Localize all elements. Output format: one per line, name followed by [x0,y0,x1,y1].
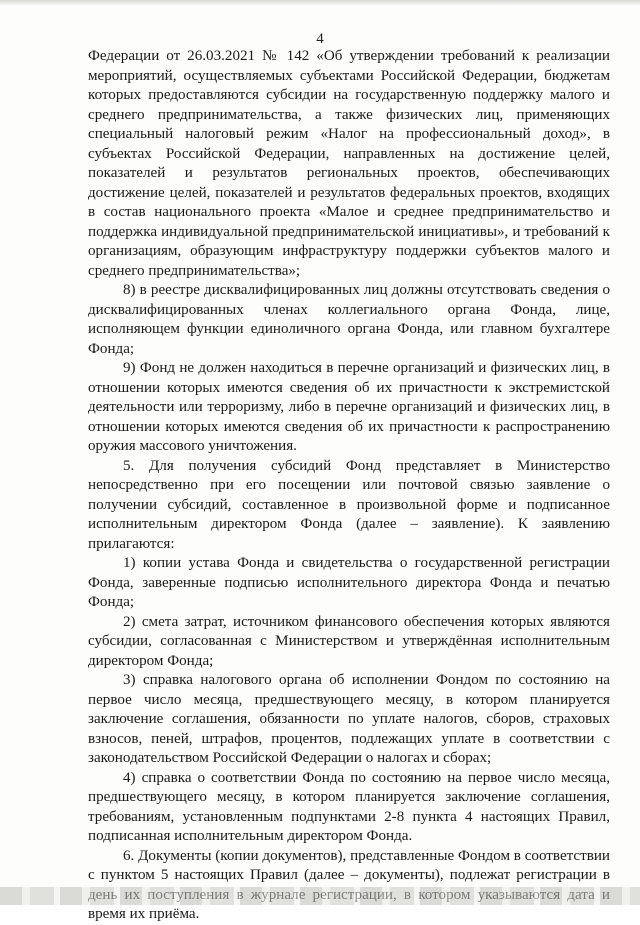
scan-top-edge [0,0,640,6]
paragraph-attachment-1: 1) копии устава Фонда и свидетельства о государственной регистрации Фонда, заверенные подписью исполнительного директора Фонда и печатью Фонда; [88,555,610,610]
page-number: 4 [316,31,324,47]
paragraph-attachment-2: 2) смета затрат, источником финансового обеспечения которых являются субсидии, согласованная с Министерством и утверждённая исполнительным директором Фонда; [88,613,610,669]
paragraph-section-6: 6. Документы (копии документов), представленные Фондом в соответствии с пунктом 5 настоящих Правил (далее – документы), подлежат регистрации в время их приёма. [88,847,610,922]
paragraph-attachment-4: 4) справка о соответствии Фонда по состоянию на первое число месяца, предшествующего месяцу, в котором планируется заключение соглашения, требованиям, установленным подпунктами 2-8 пункта 4 настоящих Правил, подписанная исполнительным директором Фонда. [88,769,610,844]
paragraph-item-8: 8) в реестре дисквалифицированных лиц должны отсутствовать сведения о дисквалифицированных членах коллегиального органа Фонда, лице, исполняющем функции единоличного органа Фонда, или главном бухгалтере Фонда; [88,282,610,357]
scan-bottom-edge [0,887,640,905]
document-body [88,47,610,925]
paragraph-section-5: 5. Для получения субсидий Фонд представляет в Министерство непосредственно при его посещении или почтовой связью заявление о получении субсидий, составленное в произвольной форме и подписанное исполнительным директором Фонда (далее – заявление). К заявлению прилагаются: [88,457,610,552]
paragraph-item-9: 9) Фонд не должен находиться в перечне организаций и физических лиц, в отношении которых имеются сведения об их причастности к экстремистской деятельности или терроризму, либо в перечне организаций и физических лиц, в отношении которых имеются сведения об их причастности к распространению оружия массового уничтожения. [88,360,610,454]
paragraph-continuation: Федерации от 26.03.2021 № 142 «Об утверждении требований к реализации мероприятий, осуществляемых субъектами Российской Федерации, бюджетам которых предоставляются субсидии на государственную поддержку малого и среднего предпринимательства, а также физических лиц, применяющих специальный налоговый режим «Налог на профессиональный доход», в субъектах Российской Федерации, направленных на достижение целей, показателей и результатов региональных проектов, обеспечивающих достижение целей, показателей и результатов федеральных проектов, входящих в состав национального проекта «Малое и среднее предпринимательство и поддержка индивидуальной предпринимательской инициативы», и требований к организациям, образующим инфраструктуру поддержки субъектов малого и среднего предпринимательства»; [88,48,610,279]
paragraph-attachment-3: 3) справка налогового органа об исполнении Фондом по состоянию на первое число месяца, предшествующего месяцу, в котором планируется заключение соглашения, обязанности по уплате налогов, сборов, страховых взносов, пеней, штрафов, процентов, подлежащих уплате в соответствии с законодательством Российской Федерации о налогах и сборах; [88,672,610,766]
